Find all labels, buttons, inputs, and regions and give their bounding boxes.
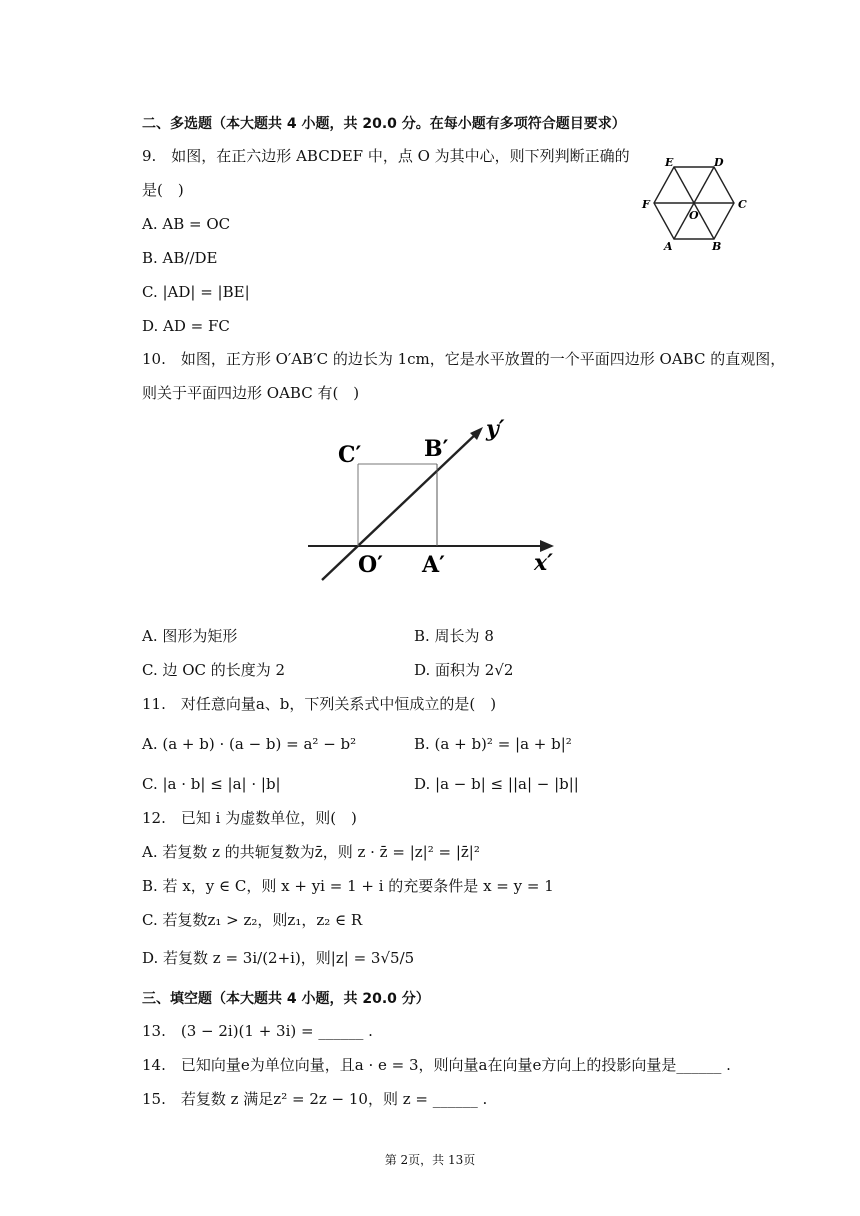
oblique-square-figure	[300, 412, 570, 590]
question-9-option-d: D. AD = FC	[142, 317, 230, 335]
question-9-option-c: C. |AD| = |BE|	[142, 283, 250, 301]
page-footer: 第 2页，共 13页	[384, 1153, 476, 1167]
question-9-stem-line2: 是( )	[142, 181, 184, 199]
hexagon-label-a: A	[664, 240, 673, 253]
question-15: 15. 若复数 z 满足z² = 2z − 10，则 z = ______ .	[142, 1090, 488, 1108]
axis-label-x-prime: x′	[534, 550, 553, 576]
hexagon-label-b: B	[712, 240, 722, 253]
question-11-stem: 11. 对任意向量a、b，下列关系式中恒成立的是( )	[142, 695, 497, 713]
hexagon-figure	[632, 148, 758, 256]
question-11-option-a: A. (a + b) · (a − b) = a² − b²	[142, 735, 357, 753]
question-10-option-c: C. 边 OC 的长度为 2	[142, 661, 286, 679]
question-13: 13. (3 − 2i)(1 + 3i) = ______ .	[142, 1022, 373, 1040]
question-10-stem-line1: 10. 如图，正方形 O′AB′C 的边长为 1cm，它是水平放置的一个平面四边形 OABC 的直观图，	[142, 350, 786, 368]
question-14: 14. 已知向量e为单位向量，且a · e = 3，则向量a在向量e方向上的投影向量是______ .	[142, 1056, 731, 1074]
question-10-option-d: D. 面积为 2√2	[414, 661, 514, 679]
question-9-option-a: A. AB = OC	[142, 215, 231, 233]
hexagon-label-f: F	[642, 198, 650, 211]
question-11-option-b: B. (a + b)² = |a + b|²	[414, 735, 572, 753]
hexagon-label-e: E	[665, 156, 674, 169]
hexagon-label-c: C	[738, 198, 747, 211]
question-12-option-a: A. 若复数 z 的共轭复数为z̄，则 z · z̄ = |z|² = |z̄|²	[142, 843, 480, 861]
question-10-option-a: A. 图形为矩形	[142, 627, 238, 645]
hexagon-label-d: D	[714, 156, 724, 169]
section-heading-multiple-choice: 二、多选题（本大题共 4 小题，共 20.0 分。在每小题有多项符合题目要求）	[142, 116, 626, 132]
axis-label-y-prime: y′	[486, 416, 505, 442]
question-10-option-b: B. 周长为 8	[414, 627, 494, 645]
axis-label-b-prime: B′	[424, 436, 449, 462]
question-9-stem-line1: 9. 如图，在正六边形 ABCDEF 中，点 O 为其中心，则下列判断正确的	[142, 147, 630, 165]
question-12-option-c: C. 若复数z₁ > z₂，则z₁，z₂ ∈ R	[142, 911, 363, 929]
question-12-option-d: D. 若复数 z = 3i/(2+i)，则|z| = 3√5/5	[142, 949, 415, 967]
question-12-option-b: B. 若 x，y ∈ C，则 x + yi = 1 + i 的充要条件是 x = y = 1	[142, 877, 554, 895]
question-11-option-d: D. |a − b| ≤ ||a| − |b||	[414, 775, 579, 793]
axis-label-a-prime: A′	[422, 552, 445, 578]
hexagon-label-o: O	[689, 209, 699, 222]
question-11-option-c: C. |a · b| ≤ |a| · |b|	[142, 775, 281, 793]
question-10-stem-line2: 则关于平面四边形 OABC 有( )	[142, 384, 360, 402]
axis-label-c-prime: C′	[338, 442, 362, 468]
question-9-option-b: B. AB//DE	[142, 249, 218, 267]
question-12-stem: 12. 已知 i 为虚数单位，则( )	[142, 809, 357, 827]
section-heading-fill-in: 三、填空题（本大题共 4 小题，共 20.0 分）	[142, 991, 430, 1007]
axis-label-o-prime: O′	[358, 552, 383, 578]
